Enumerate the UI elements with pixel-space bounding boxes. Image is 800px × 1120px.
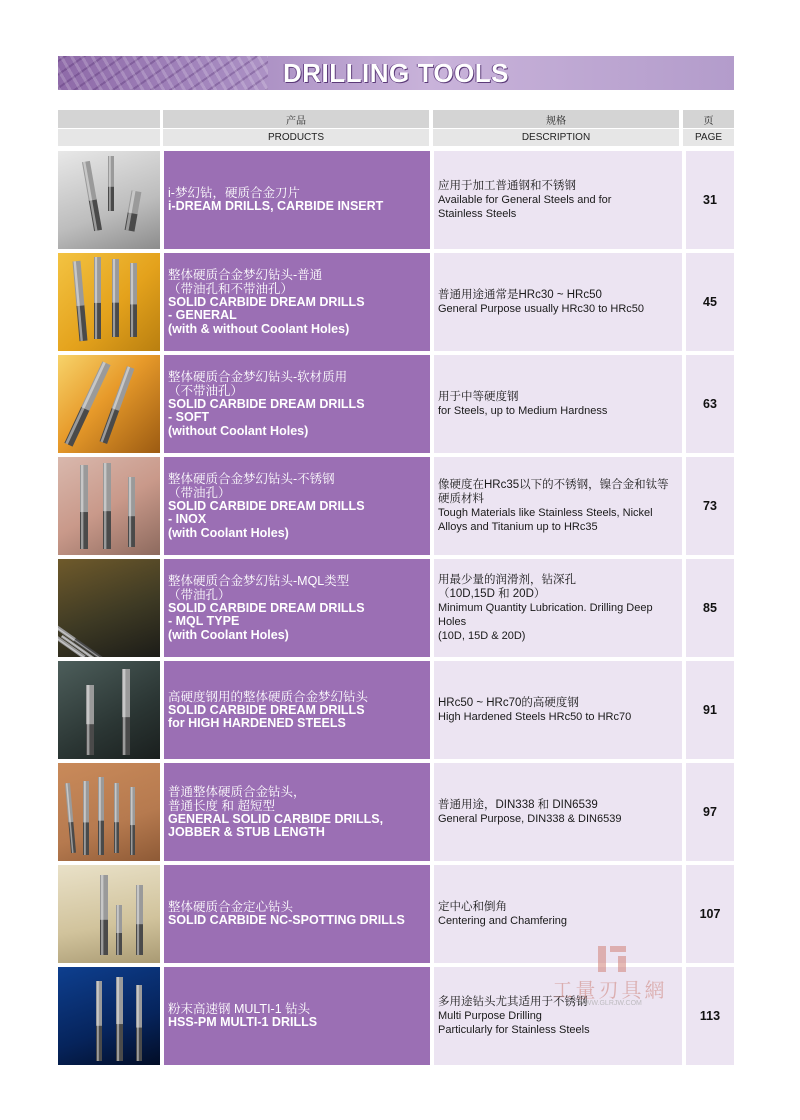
description-en: Multi Purpose Drilling [438,1010,542,1022]
description-zh: 用于中等硬度钢 [438,391,519,403]
product-cell [164,865,430,963]
drill-photo-icon [58,151,160,249]
description-en: Stainless Steels [438,208,517,220]
product-name-zh: 普通长度 和 超短型 [168,798,275,813]
product-name-zh: 整体硬质合金梦幻钻头-普通 [168,267,323,282]
description-en: Minimum Quantity Lubrication. Drilling Deep [438,602,653,614]
product-name-en: (with Coolant Holes) [168,525,289,540]
product-name-en: GENERAL SOLID CARBIDE DRILLS, [168,811,384,826]
title-banner [58,56,734,90]
product-name-en: - SOFT [168,410,209,425]
description-en: for Steels, up to Medium Hardness [438,405,608,417]
description-zh: HRc50 ~ HRc70的高硬度钢 [438,697,579,709]
description-en: Tough Materials like Stainless Steels, Nickel [438,507,653,519]
header-desc-en: DESCRIPTION [433,129,679,146]
table-row [58,763,734,861]
product-cell [164,151,430,249]
product-name-zh: 普通整体硬质合金钻头， [168,784,306,799]
description-cell [434,151,682,249]
product-cell [164,661,430,759]
product-photo [58,457,160,555]
drill-photo-icon [58,559,160,657]
watermark-text: 工量刃具網 [552,978,668,1002]
product-name-en: - MQL TYPE [168,614,240,629]
header-page-zh: 页 [683,110,734,128]
drill-photo-icon [58,355,160,453]
header-image-cell [58,110,160,128]
description-zh: 定中心和倒角 [438,901,507,913]
page-number: 97 [686,763,734,861]
description-zh: 普通用途通常是HRc30 ~ HRc50 [438,289,602,301]
description-en: General Purpose, DIN338 & DIN6539 [438,813,622,825]
description-cell [434,967,682,1065]
product-name-en: SOLID CARBIDE DREAM DRILLS [168,294,365,309]
product-name-zh: 整体硬质合金梦幻钻头-不锈钢 [168,471,335,486]
description-zh: 普通用途，DIN338 和 DIN6539 [438,799,598,811]
product-name-en: (with Coolant Holes) [168,627,289,642]
product-photo [58,967,160,1065]
page-number: 63 [686,355,734,453]
description-en: General Purpose usually HRc30 to HRc50 [438,303,645,315]
product-name-zh: （带油孔） [168,485,231,500]
drill-photo-icon [58,661,160,759]
description-en: (10D, 15D & 20D) [438,630,526,642]
product-name-en: SOLID CARBIDE NC-SPOTTING DRILLS [168,913,405,928]
product-cell [164,253,430,351]
description-zh: 多用途钻头尤其适用于不锈钢 [438,996,588,1008]
page-title: DRILLING TOOLS [282,58,510,88]
product-photo [58,355,160,453]
product-photo [58,763,160,861]
product-name-zh: 粉末高速钢 MULTI-1 钻头 [168,1002,311,1017]
table-row [58,253,734,351]
watermark-url: WWW.GLRJW.COM [578,1000,642,1007]
product-photo [58,559,160,657]
product-name-en: JOBBER & STUB LENGTH [168,825,325,839]
product-name-en: - INOX [168,512,207,527]
table-row [58,355,734,453]
header-page-en: PAGE [683,129,734,146]
product-name-en: i-DREAM DRILLS, CARBIDE INSERT [168,199,384,214]
product-name-en: (without Coolant Holes) [168,423,309,438]
description-cell [434,355,682,453]
page-number: 113 [686,967,734,1065]
description-en: Centering and Chamfering [438,915,568,927]
drill-photo-icon [58,865,160,963]
page-number: 91 [686,661,734,759]
table-row [58,151,734,249]
drill-photo-icon [58,253,160,351]
product-name-zh: （不带油孔） [168,383,244,398]
product-photo [58,865,160,963]
product-name-en: (with & without Coolant Holes) [168,321,350,336]
product-name-zh: 整体硬质合金梦幻钻头-软材质用 [168,369,348,384]
table-row [58,559,734,657]
product-name-en: SOLID CARBIDE DREAM DRILLS [168,396,365,411]
product-cell [164,763,430,861]
description-cell [434,865,682,963]
table-row [58,457,734,555]
product-name-zh: （带油孔） [168,587,231,602]
page-number: 85 [686,559,734,657]
table-row [58,661,734,759]
product-photo [58,661,160,759]
description-en: High Hardened Steels HRc50 to HRc70 [438,711,632,723]
description-cell [434,457,682,555]
description-cell [434,763,682,861]
drill-photo-icon [58,763,160,861]
product-name-en: - GENERAL [168,308,237,323]
header-product-en: PRODUCTS [163,129,429,146]
product-cell [164,559,430,657]
description-zh: 像硬度在HRc35以下的不锈钢，镍合金和钛等 [438,479,669,491]
product-name-zh: （带油孔和不带油孔） [168,281,294,296]
description-cell [434,559,682,657]
product-cell [164,967,430,1065]
description-zh: 用最少量的润滑剂，钻深孔 [438,574,576,586]
product-cell [164,457,430,555]
drill-photo-icon [58,457,160,555]
page-number: 31 [686,151,734,249]
page-number: 73 [686,457,734,555]
product-cell [164,355,430,453]
header-image-cell [58,129,160,146]
product-name-en: for HIGH HARDENED STEELS [168,716,346,730]
table-row [58,967,734,1065]
product-name-zh: i-梦幻钻，硬质合金刀片 [168,186,300,201]
product-name-en: SOLID CARBIDE DREAM DRILLS [168,702,365,717]
header-desc-zh: 规格 [433,110,679,128]
description-en: Alloys and Titanium up to HRc35 [438,521,598,533]
page-number: 45 [686,253,734,351]
page-number: 107 [686,865,734,963]
description-en: Particularly for Stainless Steels [438,1024,590,1036]
description-cell [434,253,682,351]
header-product-zh: 产品 [163,110,429,128]
product-photo [58,253,160,351]
description-zh: （10D,15D 和 20D） [438,588,546,600]
description-en: Available for General Steels and for [438,194,612,206]
product-name-en: SOLID CARBIDE DREAM DRILLS [168,600,365,615]
drill-photo-icon [58,967,160,1065]
product-photo [58,151,160,249]
description-cell [434,661,682,759]
product-name-zh: 整体硬质合金定心钻头 [168,900,294,915]
product-name-en: HSS-PM MULTI-1 DRILLS [168,1015,318,1030]
product-name-zh: 整体硬质合金梦幻钻头-MQL类型 [168,573,350,588]
description-en: Holes [438,616,467,628]
table-row [58,865,734,963]
description-zh: 硬质材料 [438,493,484,505]
product-name-zh: 高硬度钢用的整体硬质合金梦幻钻头 [168,689,369,704]
product-name-en: SOLID CARBIDE DREAM DRILLS [168,498,365,513]
description-zh: 应用于加工普通钢和不锈钢 [438,180,576,192]
